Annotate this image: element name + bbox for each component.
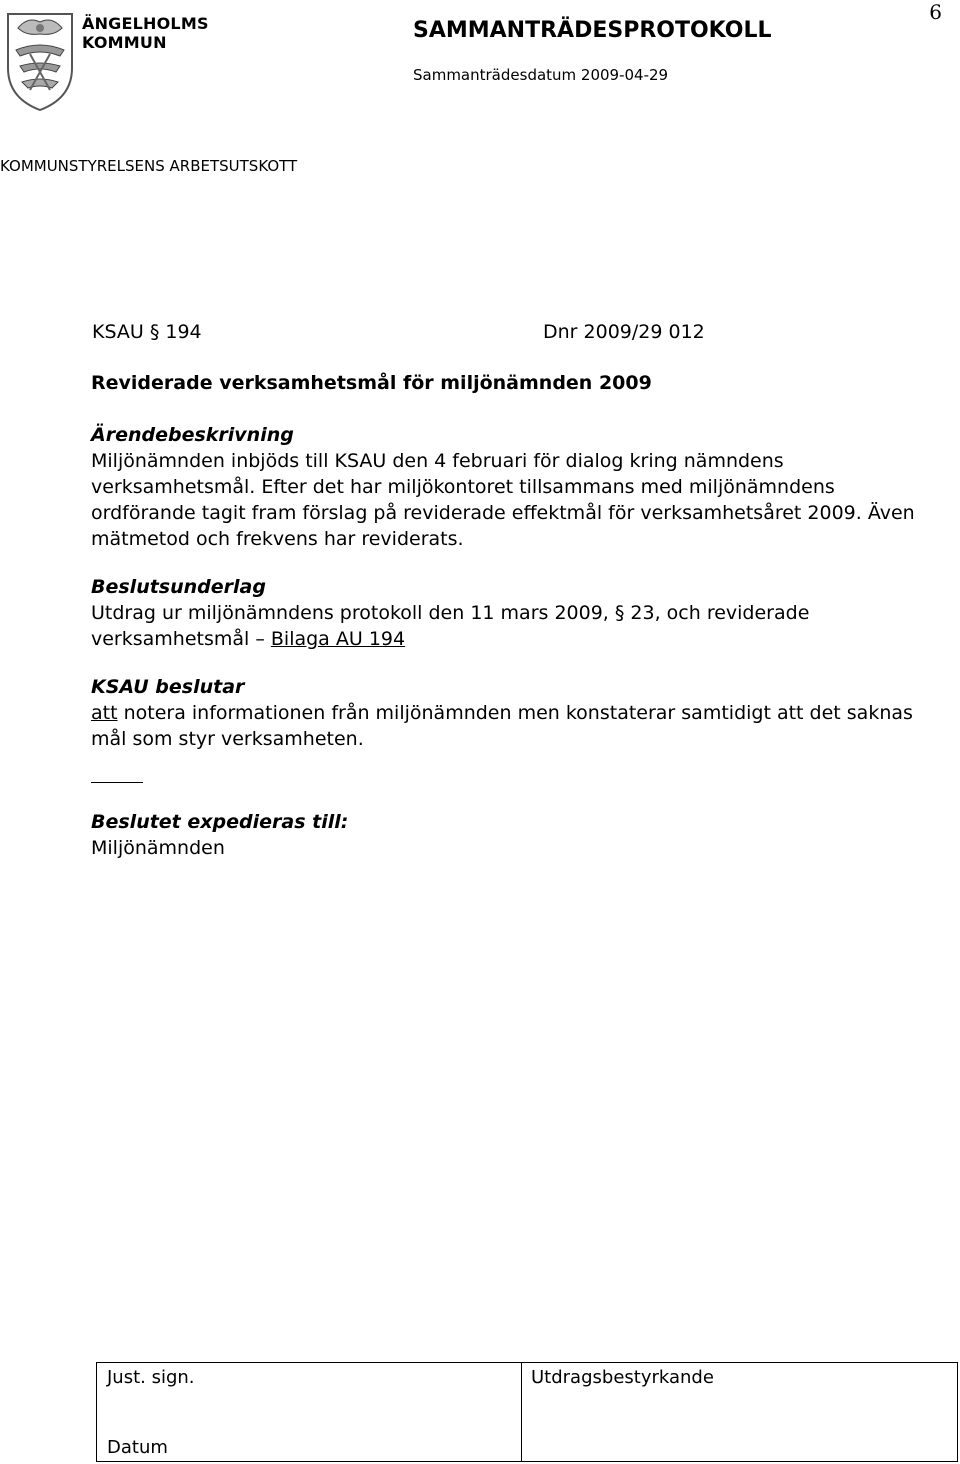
decision-heading: KSAU beslutar: [91, 676, 245, 698]
minutes-body: [91, 370, 941, 861]
committee-name: KOMMUNSTYRELSENS ARBETSUTSKOTT: [0, 157, 298, 175]
meeting-date: Sammanträdesdatum 2009-04-29: [413, 66, 669, 84]
basis-paragraph: [91, 600, 941, 652]
description-text: Miljönämnden inbjöds till KSAU den 4 februari för dialog kring nämndens verksamhetsmål. Efter det har miljökontoret tillsammans med miljönämndens ordförande tagit fram förslag på reviderade effektmål för verksamhetsåret 2009. Även mätmetod och frekvens har reviderats.: [91, 450, 915, 550]
municipality-name-line2: KOMMUN: [82, 33, 167, 52]
distribution-recipient: Miljönämnden: [91, 837, 225, 859]
attachment-link: Bilaga AU 194: [270, 628, 406, 650]
signature-table-divider: [521, 1363, 522, 1461]
just-sign-label: Just. sign.: [107, 1367, 195, 1388]
section-number: KSAU § 194: [92, 321, 202, 343]
basis-text: Utdrag ur miljönämndens protokoll den 11 mars 2009, § 23, och reviderade verksamhetsmål –: [91, 602, 810, 650]
section-subject: Reviderade verksamhetsmål för miljönämnden 2009: [91, 372, 652, 394]
certification-label: Utdragsbestyrkande: [531, 1367, 714, 1388]
case-number: Dnr 2009/29 012: [543, 321, 705, 343]
section-divider: [91, 782, 143, 783]
distribution-heading: Beslutet expedieras till:: [91, 811, 349, 833]
decision-att: att: [91, 702, 118, 724]
coat-of-arms-logo: [0, 6, 80, 112]
date-label: Datum: [107, 1437, 168, 1458]
document-title: SAMMANTRÄDESPROTOKOLL: [413, 18, 772, 43]
municipality-name-line1: ÄNGELHOLMS: [82, 14, 209, 33]
decision-text: notera informationen från miljönämnden men konstaterar samtidigt att det saknas mål som styr verksamheten.: [91, 702, 913, 750]
description-heading: Ärendebeskrivning: [91, 424, 294, 446]
signature-table: [96, 1362, 958, 1462]
municipality-name: [82, 14, 209, 52]
basis-heading: Beslutsunderlag: [91, 576, 266, 598]
page-number: 6: [929, 0, 942, 24]
decision-paragraph: [91, 700, 941, 752]
